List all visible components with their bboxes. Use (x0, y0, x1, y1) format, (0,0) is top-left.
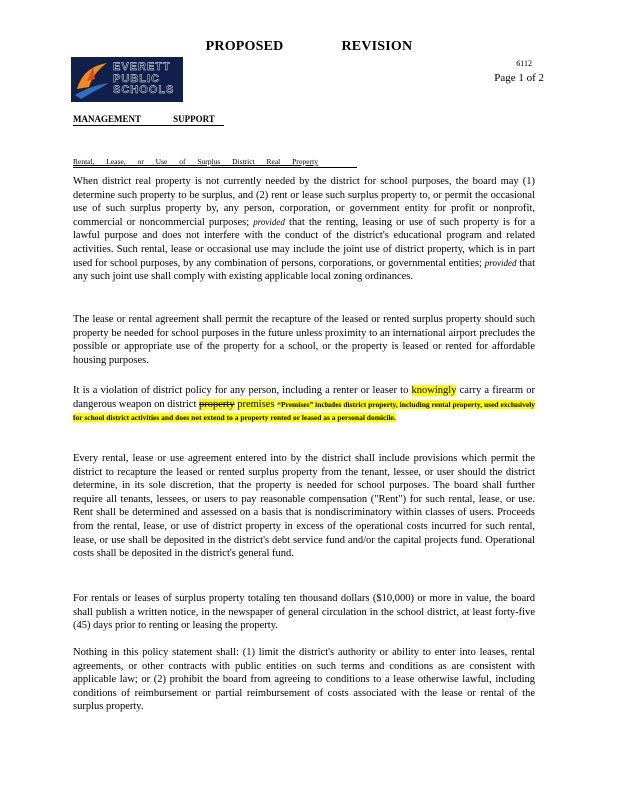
p3-text-a: It is a violation of district policy for any person, including a renter or leaser to (73, 385, 409, 396)
page-number: Page 1 of 2 (494, 72, 544, 84)
logo-word-schools: SCHOOLS (113, 84, 175, 97)
document-title (0, 39, 618, 55)
section-heading: MANAGEMENT SUPPORT (73, 114, 224, 126)
title-proposed: PROPOSED (205, 39, 284, 54)
paragraph-1 (73, 175, 535, 284)
everett-public-schools-logo (71, 57, 183, 102)
paragraph-6: Nothing in this policy statement shall: (1) limit the district's authority or ability to enter into leases, rental agreements, or other contracts with public entities on such terms and conditions as are consistent with applicable law; or (2) prohibit the board from agreeing to conditions to a lease otherwise lawful, including conditions of reimbursement or partial reimbursement of costs associated with the lease or rental of the surplus property. (73, 647, 535, 713)
title-revision: REVISION (341, 39, 413, 54)
p3-inserted-premises-definition: “Premises” includes district property, including rental property, used exclusively for school district activities and does not extend to a property rented or leased as a personal domicile. (73, 399, 536, 423)
logo-mark-icon (73, 59, 111, 101)
p1-provided-1: provided (253, 216, 285, 227)
paragraph-4: Every rental, lease or use agreement entered into by the district shall include provisions which permit the district to recapture the leased or rented surplus property from the tenant, lessee, or user should the district determine, in its sole discretion, that the property is needed for school purposes. The board shall further require all tenants, lessees, or users to pay reasonable compensation ("Rent") for such rental, lease, or use. Rent shall be determined and assessed on a basis that is nondiscriminatory within classes of users. Proceeds from the rental, lease, or use of district property in excess of the operational costs incurred for such rental, lease, or use shall be deposited in the district's debt service fund and/or the capital projects fund. Operational costs shall be deposited in the district's general fund. (73, 453, 535, 560)
p1-text-a: When district real property is not currently needed by the district for school purposes, the board may (1) determine such property to be surplus, and (2) rent or lease such surplus property to, or permit the occasional use of such surplus property by, any person, corporation, or government entity for profit or nonprofit, commercial or noncommercial purposes; (73, 176, 535, 228)
p3-deleted-property: property (199, 398, 235, 410)
logo-wordmark (113, 62, 174, 97)
paragraph-5: For rentals or leases of surplus property totaling ten thousand dollars ($10,000) or more in value, the board shall publish a written notice, in the newspaper of general circulation in the school district, at least forty-five (45) days prior to renting or leasing the property. (73, 593, 535, 632)
p1-provided-2: provided (484, 257, 517, 268)
p3-inserted-knowingly: knowingly (411, 385, 457, 396)
p3-inserted-premises: premises (237, 398, 275, 410)
p3-text-b: carry a firearm or dangerous weapon on district (73, 385, 536, 410)
p1-text-c: that any such joint use shall comply with existing applicable local zoning ordinances. (73, 257, 536, 283)
paragraph-3 (73, 384, 535, 425)
logo-word-everett: EVERETT (113, 61, 171, 74)
logo-word-public: PUBLIC (113, 72, 160, 85)
p1-text-b: that the renting, leasing or use of such property is for a lawful purpose and does not interfere with the conduct of the district's educational program and related activities. Such rental, lease or occasional use may include the joint use of district property, which is in part used for school purposes, by any combination of persons, corporations, or governmental entities; (73, 216, 536, 269)
paragraph-2: The lease or rental agreement shall permit the recapture of the leased or rented surplus property should such property be needed for school purposes in the future unless proximity to an international airport precludes the possible or appropriate use of the property for a school, or the property is leased or rented for affordable housing purposes. (73, 314, 535, 366)
policy-subject-heading: Rental, Lease, or Use of Surplus District Real Property (73, 157, 357, 168)
policy-code: 6112 (516, 59, 532, 68)
